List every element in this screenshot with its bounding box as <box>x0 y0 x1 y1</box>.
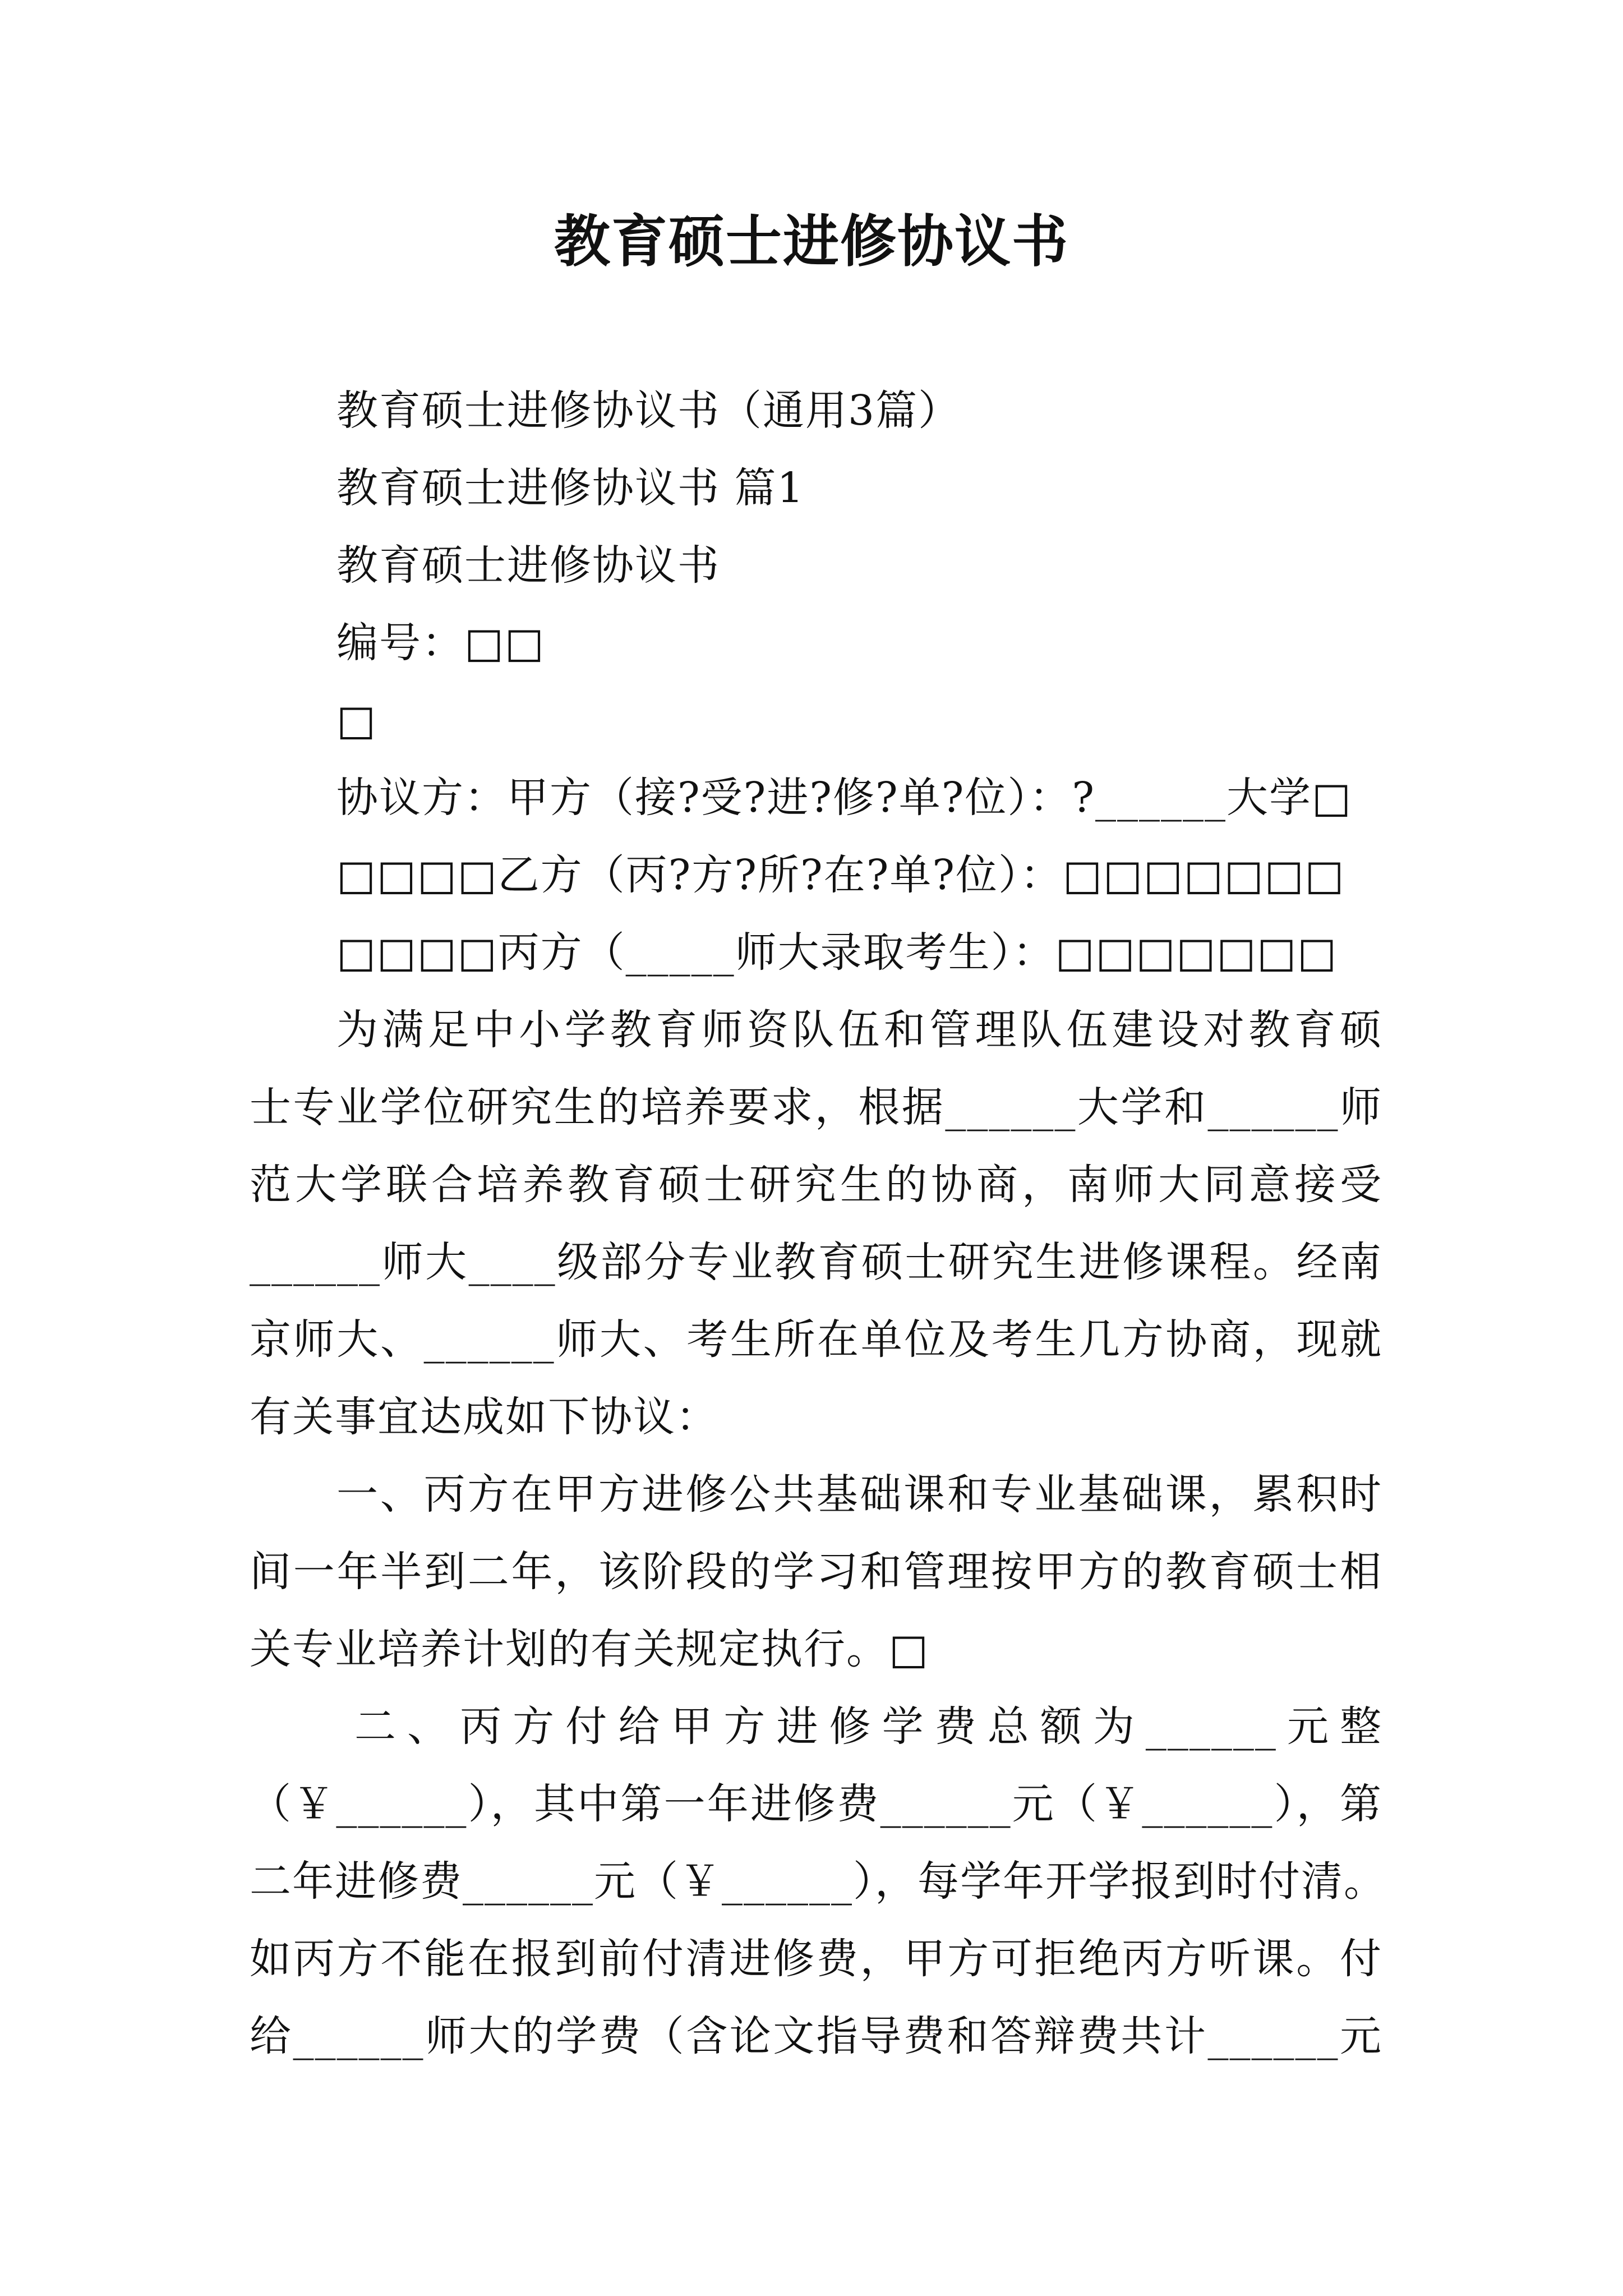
intro-paragraph-line: 有关事宜达成如下协议： <box>250 1393 718 1441</box>
clause-1-line: 间一年半到二年，该阶段的学习和管理按甲方的教育硕士相 <box>250 1548 1382 1596</box>
intro-paragraph-line: 京师大、______师大、考生所在单位及考生几方协商，现就 <box>250 1315 1382 1364</box>
intro-paragraph-line: 范大学联合培养教育硕士研究生的协商，南师大同意接受 <box>250 1161 1382 1209</box>
clause-2-line: 给______师大的学费（含论文指导费和答辩费共计______元 <box>250 2012 1382 2060</box>
document-title: 教育硕士进修协议书 <box>554 208 1069 274</box>
intro-paragraph-line: 士专业学位研究生的培养要求，根据______大学和______师 <box>250 1083 1382 1131</box>
intro-paragraph-line: ______师大____级部分专业教育硕士研究生进修课程。经南 <box>250 1238 1382 1286</box>
intro-paragraph-line: 为满足中小学教育师资队伍和管理队伍建设对教育硕 <box>336 1006 1382 1054</box>
subtitle-general: 教育硕士进修协议书（通用3篇） <box>336 386 961 435</box>
agreement-number: 编号：□□ <box>336 619 545 667</box>
clause-1-line: 一、丙方在甲方进修公共基础课和专业基础课，累积时 <box>336 1470 1382 1519</box>
clause-2-line: 二年进修费______元（￥______），每学年开学报到时付清。 <box>250 1857 1386 1906</box>
clause-2-line: 如丙方不能在报到前付清进修费，甲方可拒绝丙方听课。付 <box>250 1935 1382 1983</box>
agreement-heading: 教育硕士进修协议书 <box>336 541 720 590</box>
subtitle-part-1: 教育硕士进修协议书 篇1 <box>336 464 805 512</box>
party-a-line: 协议方：甲方（接?受?进?修?单?位）：?______大学□ <box>336 774 1352 822</box>
party-c-line: □□□□丙方（_____师大录取考生）：□□□□□□□ <box>336 928 1338 977</box>
party-b-line: □□□□乙方（丙?方?所?在?单?位）：□□□□□□□ <box>336 851 1345 899</box>
clause-1-line: 关专业培养计划的有关规定执行。□ <box>250 1625 929 1673</box>
placeholder-box-line: □ <box>336 696 377 744</box>
clause-2-line: 二、丙方付给甲方进修学费总额为______元整 <box>354 1703 1382 1751</box>
clause-2-line: （￥______），其中第一年进修费______元（￥______），第 <box>250 1780 1382 1828</box>
